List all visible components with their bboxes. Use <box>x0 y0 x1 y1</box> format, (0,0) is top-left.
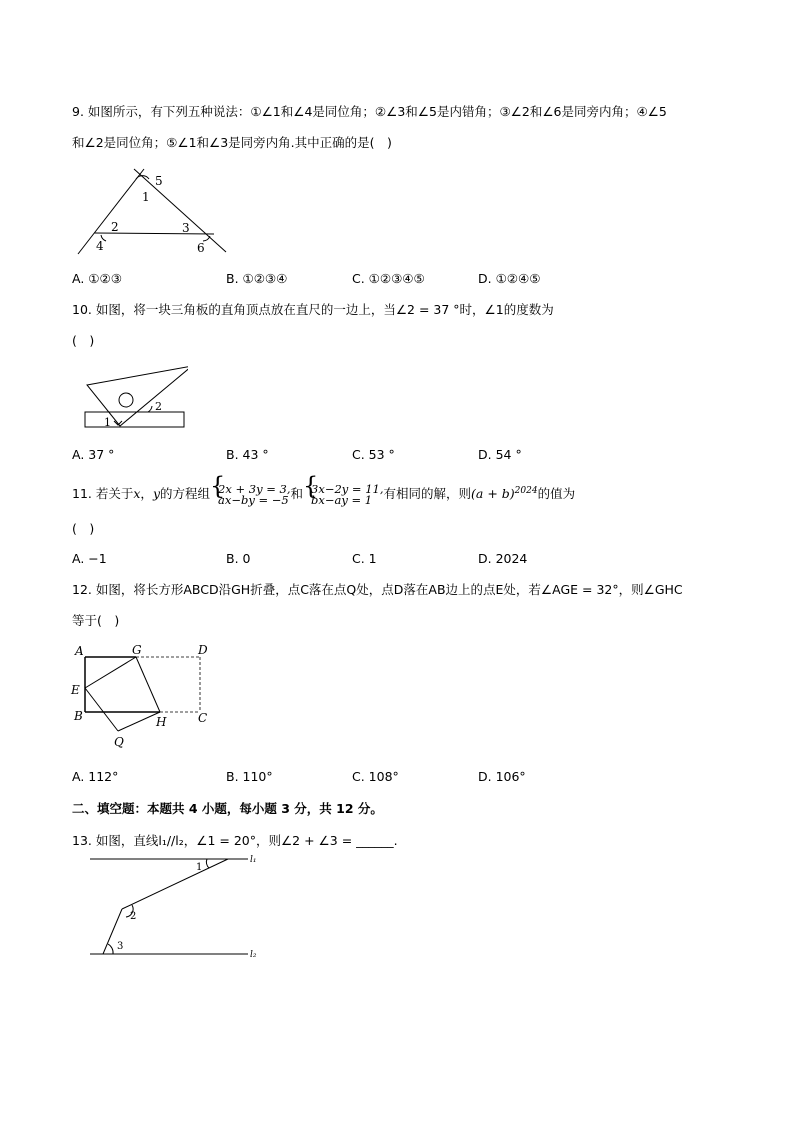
section-2-heading: 二、填空题：本题共 4 小题，每小题 3 分，共 12 分。 <box>72 801 383 816</box>
q9-label-2: 2 <box>111 220 119 234</box>
q11-comma: ， <box>140 486 153 502</box>
q10-option-c: C. 53 ° <box>352 447 395 462</box>
q13-label-3: 3 <box>117 941 124 952</box>
q13-label-1: 1 <box>196 862 203 873</box>
q9-text-line2: 和∠2是同位角；⑤∠1和∠3是同旁内角.其中正确的是( ) <box>72 135 392 150</box>
q11-var-x: x <box>133 486 141 502</box>
q9-option-d: D. ①②④⑤ <box>478 271 541 286</box>
q11-system-2-eq1: { 3x−2y = 11, <box>311 481 384 496</box>
q10-figure <box>82 363 188 433</box>
q11-prefix: 11. 若关于 <box>72 486 134 502</box>
q13-figure <box>88 852 268 962</box>
q11-suffix: 的值为 <box>537 486 576 502</box>
q11-text-line1 <box>72 477 575 508</box>
q9-label-1: 1 <box>142 190 150 204</box>
q13-label-l1: l₁ <box>250 855 257 865</box>
q13-label-l2: l₂ <box>250 950 257 960</box>
q10-label-2: 2 <box>155 400 162 413</box>
q9-text-line1: 9. 如图所示，有下列五种说法：①∠1和∠4是同位角；②∠3和∠5是内错角；③∠2和∠6是同旁内角；④∠5 <box>72 104 667 119</box>
q11-option-b: B. 0 <box>226 551 251 566</box>
q11-option-a: A. −1 <box>72 551 107 566</box>
q10-option-a: A. 37 ° <box>72 447 115 462</box>
q10-text-line1: 10. 如图，将一块三角板的直角顶点放在直尺的一边上，当∠2 = 37 °时，∠1的度数为 <box>72 302 554 317</box>
q10-option-b: B. 43 ° <box>226 447 269 462</box>
q9-option-b: B. ①②③④ <box>226 271 288 286</box>
q11-system-1 <box>210 481 291 507</box>
q11-system-1-eq1: { 2x + 3y = 3, <box>218 481 291 496</box>
q11-system-1-eq2: ax−by = −5 <box>218 492 289 507</box>
q9-option-c: C. ①②③④⑤ <box>352 271 425 286</box>
q12-option-d: D. 106° <box>478 769 526 784</box>
q11-expr: (a + b) <box>471 486 515 502</box>
q12-label-g: G <box>132 643 142 657</box>
q9-label-4: 4 <box>96 239 104 253</box>
q11-option-c: C. 1 <box>352 551 377 566</box>
q11-mid3: 有相同的解，则 <box>383 486 472 502</box>
q11-mid1: 的方程组 <box>160 486 211 502</box>
q12-figure <box>68 640 218 755</box>
q11-system-2-eq2: bx−ay = 1 <box>311 492 373 507</box>
q13-text-line1: 13. 如图，直线l₁//l₂，∠1 = 20°，则∠2 + ∠3 = ______. <box>72 833 398 848</box>
q11-exponent: 2024 <box>514 486 538 496</box>
q9-label-5: 5 <box>155 174 163 188</box>
q12-label-q: Q <box>114 735 124 749</box>
q10-option-d: D. 54 ° <box>478 447 522 462</box>
q11-text-line2: ( ) <box>72 521 95 536</box>
q11-option-d: D. 2024 <box>478 551 528 566</box>
q11-mid2: 和 <box>290 486 304 502</box>
q12-label-e: E <box>71 683 80 697</box>
q12-label-d: D <box>198 643 208 657</box>
q12-option-b: B. 110° <box>226 769 273 784</box>
q9-figure <box>76 163 231 258</box>
q9-option-a: A. ①②③ <box>72 271 122 286</box>
q11-var-y: y <box>152 486 160 502</box>
q12-text-line2: 等于( ) <box>72 613 120 628</box>
q12-label-h: H <box>156 715 167 729</box>
q10-text-line2: ( ) <box>72 333 95 348</box>
q9-label-3: 3 <box>182 221 190 235</box>
q10-label-1: 1 <box>104 416 111 429</box>
q12-label-a: A <box>75 644 84 658</box>
q12-label-b: B <box>74 709 83 723</box>
q9-label-6: 6 <box>197 241 205 255</box>
q13-label-2: 2 <box>130 911 137 922</box>
q12-label-c: C <box>198 711 208 725</box>
q12-option-a: A. 112° <box>72 769 119 784</box>
q12-option-c: C. 108° <box>352 769 399 784</box>
q12-text-line1: 12. 如图，将长方形ABCD沿GH折叠，点C落在点Q处，点D落在AB边上的点E处，若∠AGE = 32°，则∠GHC <box>72 582 683 597</box>
q11-system-2 <box>303 481 384 507</box>
